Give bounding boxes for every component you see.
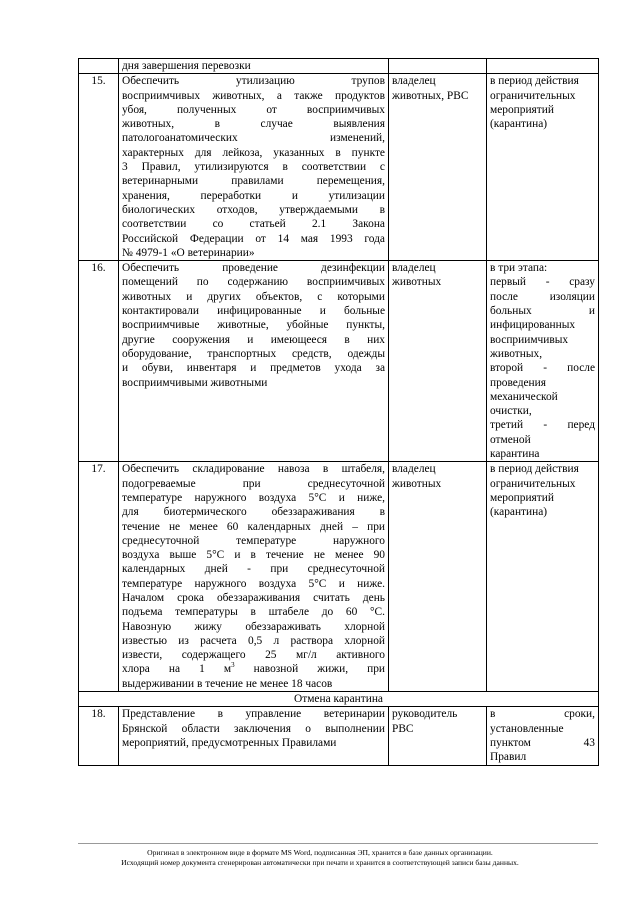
- term-line: (карантина): [490, 118, 548, 131]
- term-line: ограничительных: [490, 89, 576, 102]
- measure-line: восприимчивыми животными: [122, 376, 268, 389]
- measure-line: подогреваемые при среднесуточной: [122, 477, 385, 490]
- footer-line-2: Исходящий номер документа сгенерирован автоматически при печати и хранится в соответствующей записи базы данных.: [121, 858, 519, 867]
- measure-text: навозной жижи, при: [234, 663, 385, 676]
- measure-line: ветеринарными правилами перемещения,: [122, 175, 385, 188]
- page-footer: [60, 848, 580, 868]
- term-line: в период действия: [490, 75, 579, 88]
- term-line: проведения: [490, 376, 546, 389]
- row-number: 16.: [79, 261, 119, 462]
- section-header: Отмена карантина: [79, 692, 599, 707]
- measure-text: хлора на 1 м: [122, 663, 232, 676]
- responsible-cell: [389, 462, 487, 692]
- measure-line: Обеспечить утилизацию трупов: [122, 75, 385, 88]
- term-line: очистки,: [490, 405, 532, 418]
- measure-line: выдерживании в течение не менее 18 часов: [122, 677, 333, 690]
- measure-line: животных и других объектов, с которыми: [122, 290, 385, 303]
- measure-line: подъема температуры в штабеле до 60 °C.: [122, 606, 385, 619]
- responsible-line: руководитель: [392, 708, 458, 721]
- measure-line: дня завершения перевозки: [122, 60, 251, 72]
- table-row: [79, 261, 599, 462]
- measure-line: Российской Федерации от 14 мая 1993 года: [122, 232, 385, 245]
- measure-line: Брянской области заключения о выполнении: [122, 722, 385, 735]
- row-number: 15.: [79, 74, 119, 261]
- term-cell: [487, 59, 599, 74]
- responsible-cell: [389, 707, 487, 765]
- measure-line: мероприятий, предусмотренных Правилами: [122, 736, 337, 749]
- term-line: карантина: [490, 448, 540, 461]
- measure-line: и обуви, инвентаря и предметов ухода за: [122, 362, 385, 375]
- term-line: установленные: [490, 722, 564, 735]
- measure-line: патологоанатомических изменений,: [122, 132, 385, 145]
- responsible-line: владелец: [392, 75, 436, 88]
- measure-line: извести, содержащего 25 мг/л активного: [122, 649, 385, 662]
- table-row: [79, 59, 599, 74]
- measure-line: № 4979-1 «О ветеринарии»: [122, 246, 255, 259]
- term-line: после изоляции: [490, 290, 595, 303]
- responsible-cell: [389, 261, 487, 462]
- responsible-cell: [389, 59, 487, 74]
- measure-line: соответствии со статьей 2.1 Закона: [122, 218, 385, 231]
- term-line: Правил: [490, 751, 527, 764]
- measure-line: Обеспечить складирование навоза в штабеля,: [122, 463, 385, 476]
- term-line: второй - после: [490, 362, 595, 375]
- term-line: животных,: [490, 347, 543, 360]
- term-line: в три этапа:: [490, 262, 548, 275]
- term-line: в период действия: [490, 463, 579, 476]
- table-row: [79, 462, 599, 692]
- measure-line: воздуха выше 5°C и в течение не менее 90: [122, 549, 385, 562]
- measure-line: другие сооружения и имеющееся в них: [122, 333, 385, 346]
- term-line: ограничительных: [490, 477, 576, 490]
- measure-line: календарных дней - при среднесуточной: [122, 563, 385, 576]
- measure-line: [122, 662, 385, 676]
- measure-line: Началом срока обеззараживания считать день: [122, 591, 385, 604]
- row-number: 18.: [79, 707, 119, 765]
- responsible-line: владелец: [392, 463, 436, 476]
- term-line: больных и: [490, 305, 595, 318]
- measures-table: [78, 58, 599, 766]
- term-line: отменой: [490, 433, 531, 446]
- responsible-line: животных: [392, 276, 442, 289]
- term-cell: [487, 707, 599, 765]
- term-cell: [487, 261, 599, 462]
- term-line: (карантина): [490, 506, 548, 519]
- measure-cell: [119, 59, 389, 74]
- section-header-row: [79, 692, 599, 707]
- term-line: механической: [490, 390, 558, 403]
- term-line: мероприятий: [490, 491, 554, 504]
- footer-line-1: Оригинал в электронном виде в формате MS Word, подписанная ЭП, хранится в базе данных организации.: [147, 848, 493, 857]
- row-number: 17.: [79, 462, 119, 692]
- responsible-line: владелец: [392, 262, 436, 275]
- measure-line: животных, в случае выявления: [122, 118, 385, 131]
- row-number: [79, 59, 119, 74]
- measure-line: Обеспечить проведение дезинфекции: [122, 262, 385, 275]
- footer-divider: [78, 843, 598, 844]
- document-page: [78, 58, 598, 766]
- term-line: третий - перед: [490, 419, 595, 432]
- responsible-line: животных, РВС: [392, 89, 469, 102]
- measure-cell: [119, 462, 389, 692]
- term-line: восприимчивых: [490, 333, 569, 346]
- term-line: инфицированных: [490, 319, 576, 332]
- term-line: в сроки,: [490, 708, 595, 721]
- responsible-line: РВС: [392, 722, 414, 735]
- measure-line: для биотермического обеззараживания в: [122, 506, 385, 519]
- measure-line: температуре наружного воздуха 5°C и ниже,: [122, 491, 385, 504]
- measure-line: течение не менее 60 календарных дней – при: [122, 520, 385, 533]
- measure-line: убоя, полученных от восприимчивых: [122, 103, 385, 116]
- superscript: 3: [231, 661, 235, 670]
- responsible-cell: [389, 74, 487, 261]
- measure-line: известью из расчета 0,5 л раствора хлорной: [122, 634, 385, 647]
- measure-line: оборудование, транспортных средств, одежды: [122, 347, 385, 360]
- measure-cell: [119, 74, 389, 261]
- table-row: [79, 707, 599, 765]
- responsible-line: животных: [392, 477, 442, 490]
- measure-line: биологических отходов, утверждаемыми в: [122, 203, 385, 216]
- measure-line: характерных для лейкоза, указанных в пункте: [122, 146, 385, 159]
- term-line: пунктом 43: [490, 736, 595, 749]
- term-cell: [487, 462, 599, 692]
- measure-line: 3 Правил, утилизируются в соответствии с: [122, 161, 385, 174]
- measure-line: контактировали инфицированные и больные: [122, 305, 385, 318]
- term-cell: [487, 74, 599, 261]
- measure-line: среднесуточной температуре наружного: [122, 534, 385, 547]
- measure-line: Навозную жижу обеззараживать хлорной: [122, 620, 385, 633]
- measure-line: восприимчивые животные, убойные пункты,: [122, 319, 385, 332]
- measure-line: температуре наружного воздуха 5°C и ниже.: [122, 577, 385, 590]
- measure-cell: [119, 707, 389, 765]
- measure-line: Представление в управление ветеринарии: [122, 708, 385, 721]
- term-line: мероприятий: [490, 103, 554, 116]
- measure-cell: [119, 261, 389, 462]
- measure-line: хранения, переработки и утилизации: [122, 189, 385, 202]
- table-row: [79, 74, 599, 261]
- measure-line: восприимчивых животных, а также продуктов: [122, 89, 385, 102]
- measure-line: помещений по содержанию восприимчивых: [122, 276, 385, 289]
- term-line: первый - сразу: [490, 276, 595, 289]
